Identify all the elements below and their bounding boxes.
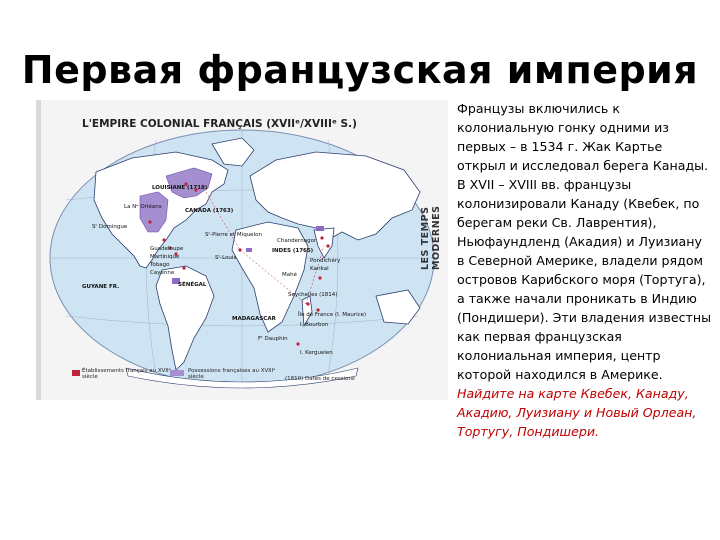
label-chandernagor: Chandernagor — [277, 238, 317, 244]
label-louisiane: LOUISIANE (1718) — [152, 185, 208, 191]
label-kerguelen: I. Kerguelen — [300, 350, 333, 356]
label-tobago: Tobago — [150, 262, 170, 268]
label-dauphin: Fᵗ Dauphin — [258, 336, 288, 342]
map-header: L'EMPIRE COLONIAL FRANÇAIS (XVIIᵉ/XVIIIᵉ S.) — [82, 118, 357, 130]
label-indes: INDES (1765) — [272, 248, 314, 254]
label-mahe: Mahé — [282, 272, 297, 278]
paragraph-main: В XVII – XVIII вв. французы колонизировали Канаду (Квебек, по берегам реки Св. Лаврентия), Ньюфаундленд (Акадия) и Луизиану в Северной Америке, владели рядом островов Карибского моря (Тортуга), а также начали проникать в Индию (Пондишери). Эти владения известны как первая французская колониальная империя, центр которой находился в Америке. — [457, 177, 712, 382]
label-martinique: Martinique — [150, 254, 180, 260]
label-cayenne: Cayenne — [150, 270, 175, 276]
legend-item-dates: (1810) Dates de cessions — [285, 376, 355, 382]
label-guadeloupe: Guadeloupe — [150, 246, 184, 252]
legend-item-possessions: Possessions françaises au XVIIIᵉ siècle — [188, 368, 276, 380]
task-text: Найдите на карте Квебек, Канаду, Акадию, Луизиану и Новый Орлеан, Тортугу, Пондишери. — [457, 386, 697, 439]
label-canada: CANADA (1763) — [185, 208, 234, 214]
colonial-empire-map — [36, 100, 448, 400]
label-nouvelle-orleans: La Nᵉ Orléans — [124, 204, 162, 210]
text-column — [457, 99, 712, 441]
label-bourbon: I. Bourbon — [300, 322, 329, 328]
legend-swatch-2 — [170, 370, 184, 376]
legend-item-settlements: Établissements français au XVIIᵉ siècle — [82, 368, 171, 380]
label-ile-de-france: Île de France (I. Maurice) — [298, 312, 367, 318]
label-st-louis: Sᵗ-Louis — [215, 255, 237, 261]
label-st-domingue: Sᵗ Domingue — [92, 224, 128, 230]
label-seychelles: Seychelles (1814) — [288, 292, 338, 298]
map-graphic — [36, 100, 448, 400]
map-side-label: LES TEMPS MODERNES — [420, 205, 442, 270]
label-madagascar: MADAGASCAR — [232, 316, 276, 322]
label-senegal: SÉNÉGAL — [178, 282, 207, 288]
page-title: Первая французская империя — [21, 48, 699, 92]
legend-swatch-1 — [72, 370, 80, 376]
map-page-edge — [36, 100, 41, 400]
label-guyane: GUYANE FR. — [82, 284, 120, 290]
label-pondichery: Pondichéry — [310, 258, 341, 264]
paragraph-intro: Французы включились к колониальную гонку одними из первых – в 1534 г. Жак Картье открыл и исследовал берега Канады. — [457, 101, 709, 173]
label-st-pierre: Sᵗ-Pierre et Miquelon — [205, 232, 262, 238]
label-karikal: Karikal — [310, 266, 329, 272]
